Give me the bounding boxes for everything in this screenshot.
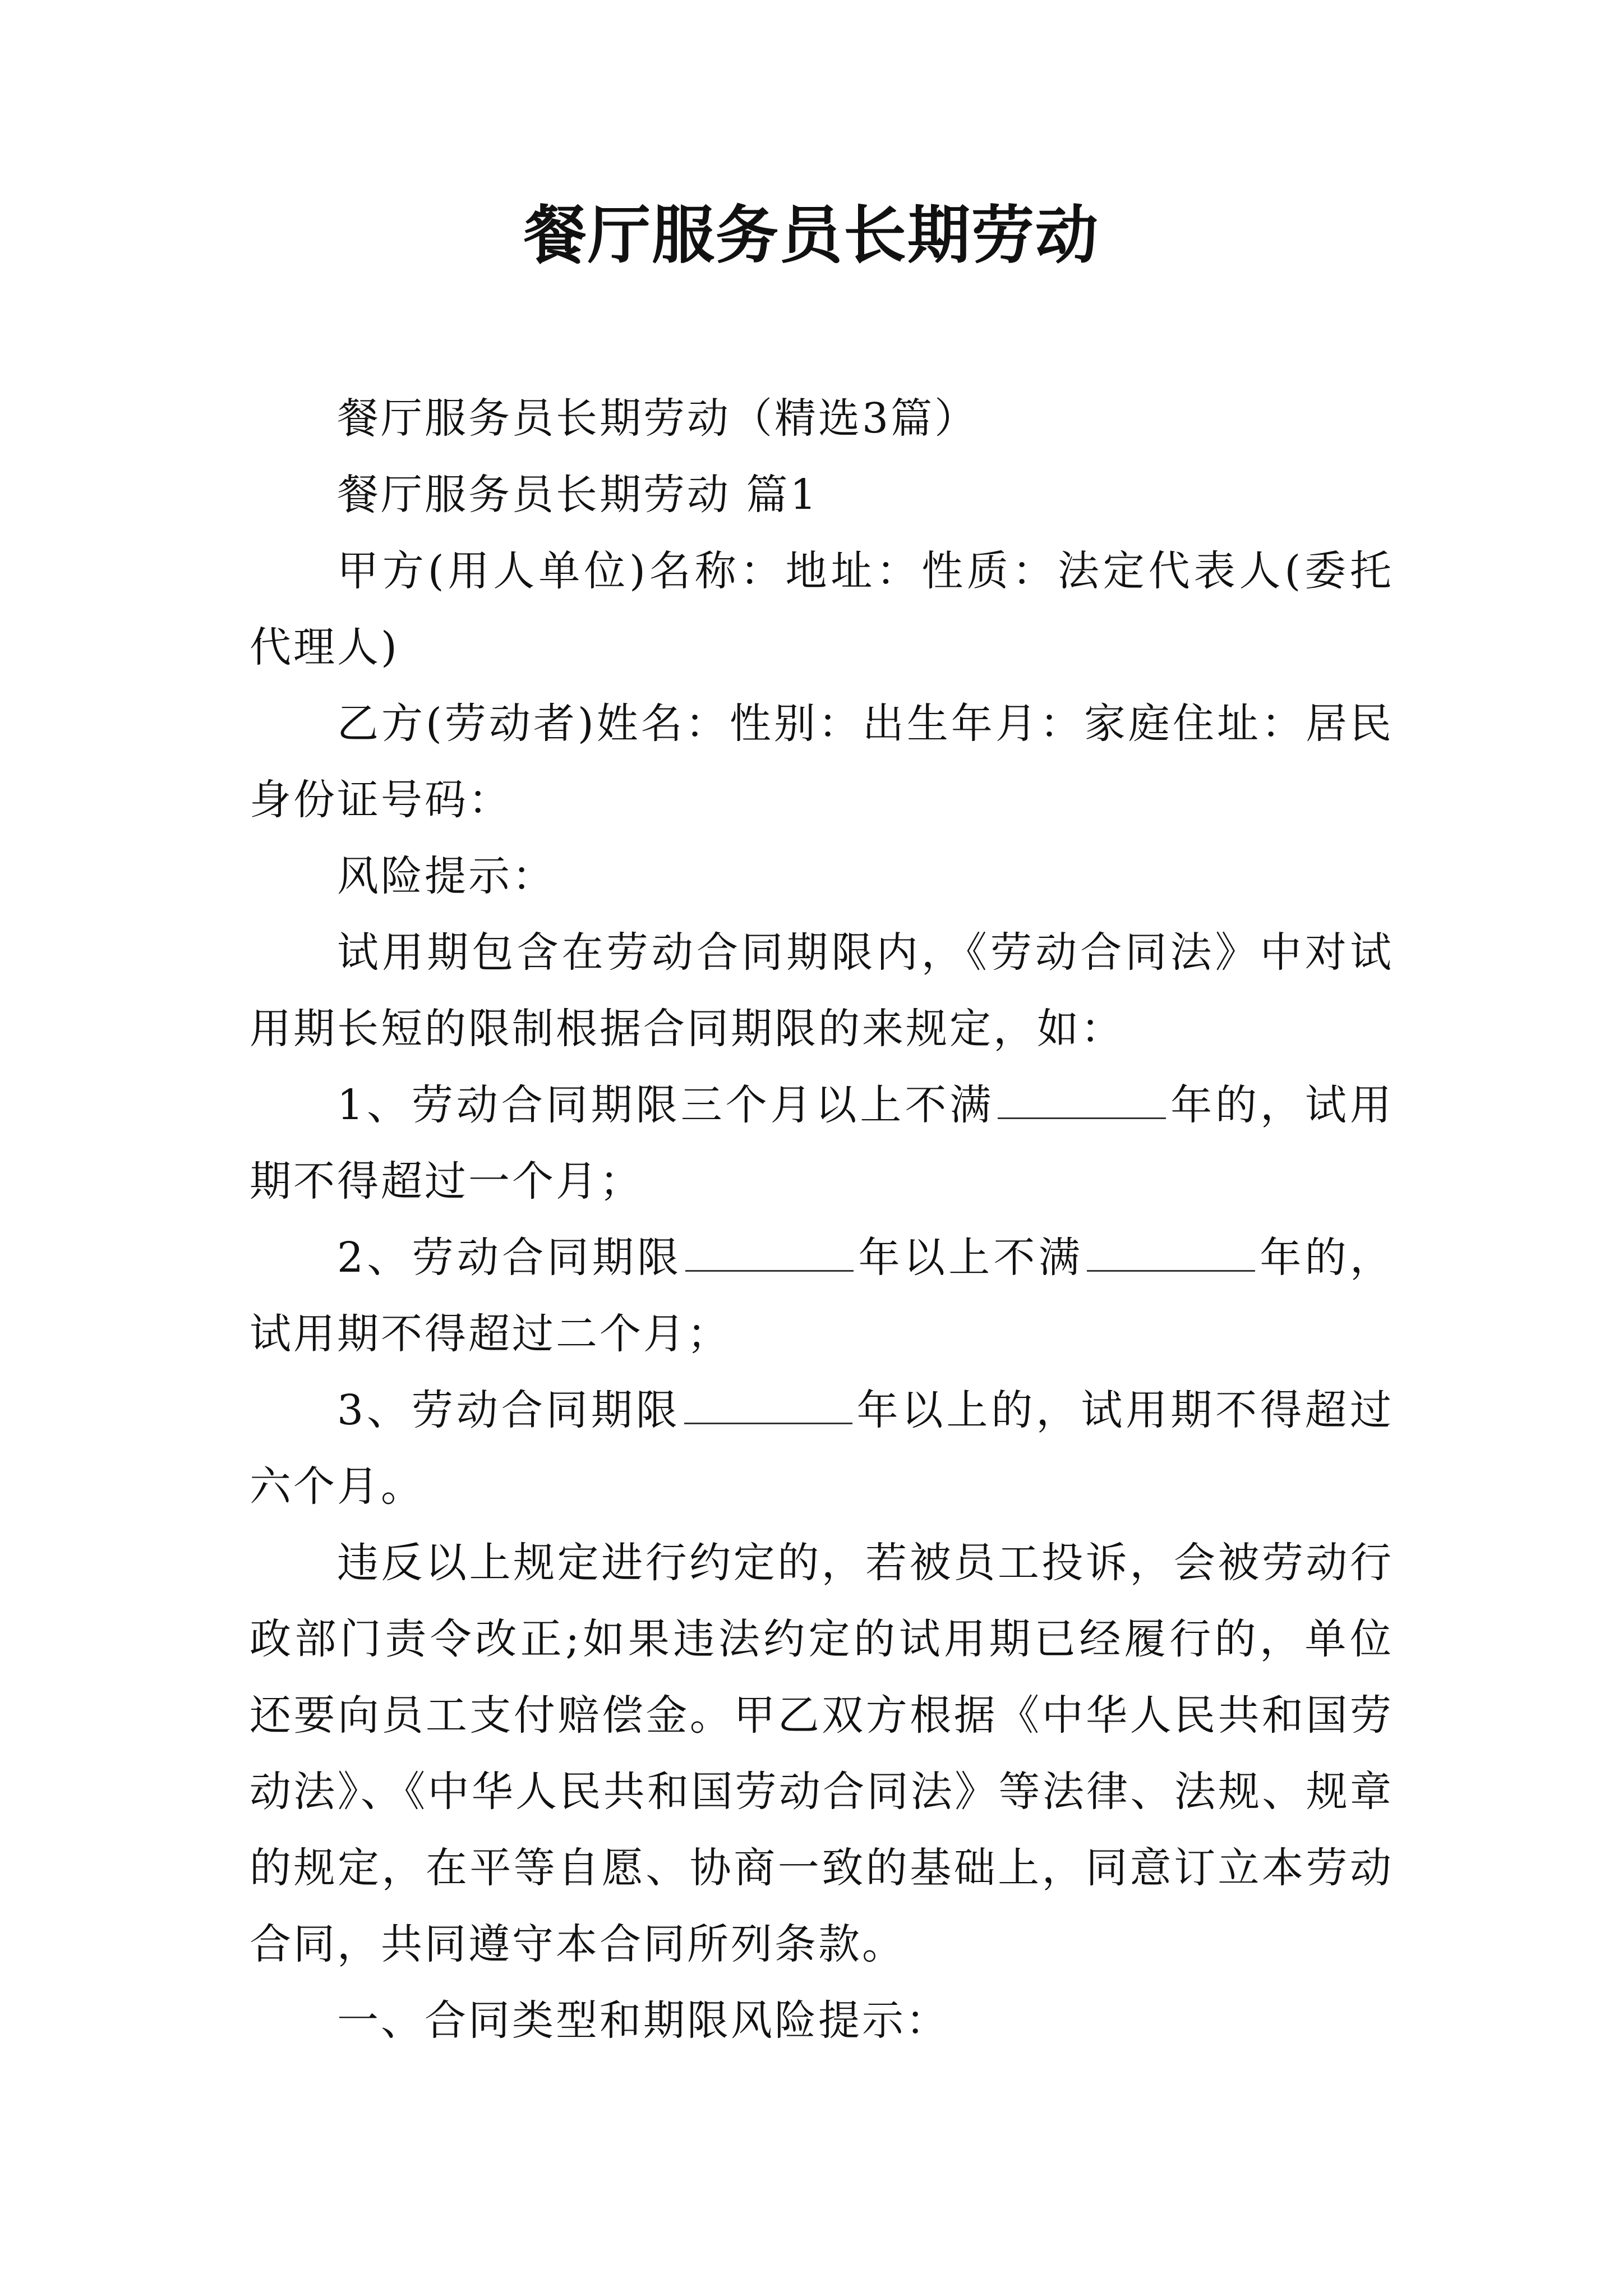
document-title: 餐厅服务员长期劳动: [524, 199, 1099, 272]
paragraph-subtitle: 餐厅服务员长期劳动（精选3篇）: [337, 394, 979, 443]
rule-2-text-b: 年以上不满: [857, 1234, 1084, 1282]
paragraph-party-b: 乙方(劳动者)姓名：性别：出生年月：家庭住址：居民身份证号码：: [250, 700, 1394, 824]
document-body: [250, 380, 1394, 2059]
paragraph-rule-2: [250, 1220, 1394, 1372]
paragraph-violation-notice: 违反以上规定进行约定的，若被员工投诉，会被劳动行政部门责令改正;如果违法约定的试用期已经履行的，单位还要向员工支付赔偿金。甲乙双方根据《中华人民共和国劳动法》、《中华人民共和国劳动合同法》等法律、法规、规章的规定，在平等自愿、协商一致的基础上，同意订立本劳动合同，共同遵守本合同所列条款。: [250, 1539, 1394, 1968]
paragraph-probation-intro: 试用期包含在劳动合同期限内，《劳动合同法》中对试用期长短的限制根据合同期限的来规定，如：: [250, 928, 1394, 1053]
rule-3-text-a: 3、劳动合同期限: [337, 1386, 681, 1434]
paragraph-party-a: 甲方(用人单位)名称：地址：性质：法定代表人(委托代理人): [250, 547, 1394, 671]
fill-blank: [685, 1231, 854, 1272]
rule-1-text-b: 年的，试用期不得超过一个月；: [250, 1081, 1394, 1205]
fill-blank: [684, 1383, 852, 1424]
fill-blank: [998, 1078, 1166, 1119]
fill-blank: [1087, 1231, 1255, 1272]
rule-2-text-c: 年的，试用期不得超过二个月；: [250, 1234, 1394, 1358]
rule-3-text-b: 年以上的，试用期不得超过六个月。: [250, 1386, 1394, 1511]
paragraph-rule-3: [250, 1372, 1394, 1525]
rule-2-text-a: 2、劳动合同期限: [337, 1234, 683, 1282]
paragraph-contract-type-heading: 一、合同类型和期限风险提示：: [337, 1996, 949, 2045]
paragraph-risk-label: 风险提示：: [337, 852, 556, 900]
rule-1-text-a: 1、劳动合同期限三个月以上不满: [337, 1081, 995, 1129]
paragraph-section-heading: 餐厅服务员长期劳动 篇1: [337, 471, 819, 519]
paragraph-rule-1: [250, 1067, 1394, 1220]
